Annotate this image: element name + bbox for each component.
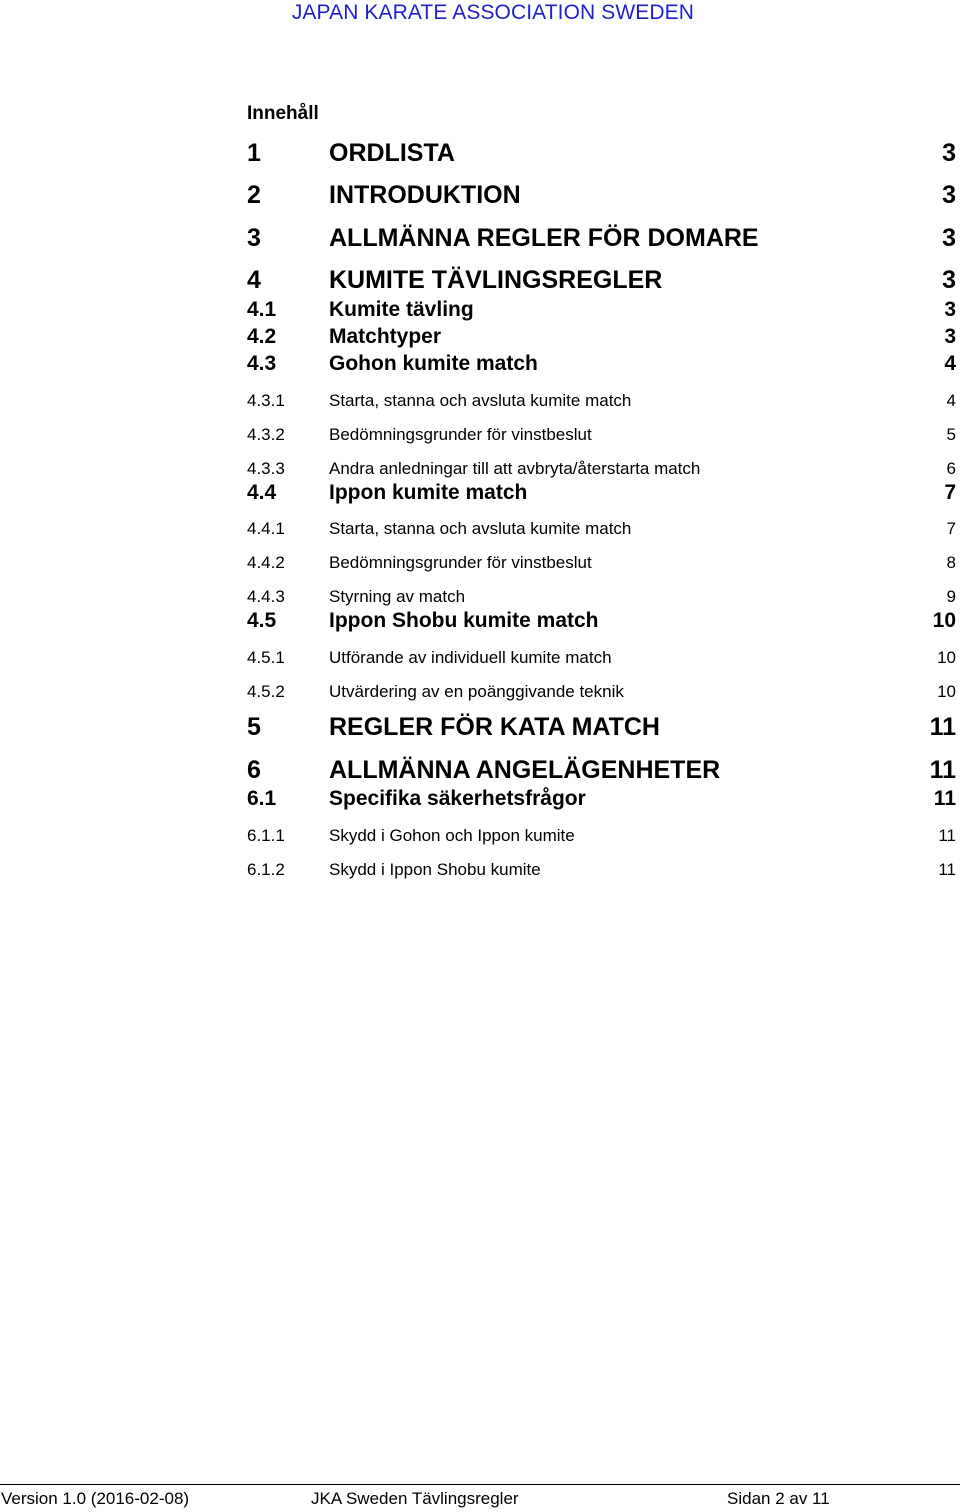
toc-entry-page: 5	[946, 425, 956, 444]
toc-entry-number: 6.1.1	[247, 826, 285, 845]
toc-entry-page: 6	[946, 459, 956, 478]
toc-entry-number: 4.5.2	[247, 682, 285, 701]
table-of-contents	[247, 0, 959, 900]
toc-entry-title: INTRODUKTION	[329, 181, 521, 209]
toc-entry-page: 9	[946, 587, 956, 606]
header-title: JAPAN KARATE ASSOCIATION SWEDEN	[291, 1, 694, 24]
toc-entry-page: 10	[932, 609, 956, 632]
toc-entry-number: 4.1	[247, 298, 277, 321]
toc-entry-number: 4.3.2	[247, 425, 285, 444]
toc-entry-title: Bedömningsgrunder för vinstbeslut	[329, 553, 592, 572]
toc-entry-page: 3	[942, 266, 956, 294]
toc-entry[interactable]	[247, 224, 956, 256]
toc-entry-number: 4	[247, 266, 261, 294]
footer-version: Version 1.0 (2016-02-08)	[1, 1489, 190, 1508]
toc-entry-title: ALLMÄNNA REGLER FÖR DOMARE	[329, 224, 759, 252]
toc-entry-title: Specifika säkerhetsfrågor	[329, 787, 586, 810]
toc-entry-page: 10	[937, 682, 956, 701]
footer-document-title: JKA Sweden Tävlingsregler	[311, 1489, 519, 1508]
toc-entry[interactable]	[247, 425, 956, 457]
footer-page-number: Sidan 2 av 11	[727, 1489, 830, 1508]
toc-entry-title: Utförande av individuell kumite match	[329, 648, 612, 667]
toc-entry-page: 8	[946, 553, 956, 572]
toc-entry-page: 7	[946, 519, 956, 538]
toc-entry-page: 7	[944, 481, 956, 504]
toc-entry-title: Bedömningsgrunder för vinstbeslut	[329, 425, 592, 444]
toc-entry-title: Skydd i Gohon och Ippon kumite	[329, 826, 575, 845]
toc-entry-title: REGLER FÖR KATA MATCH	[329, 713, 660, 741]
footer-divider	[0, 1484, 960, 1485]
toc-entry[interactable]	[247, 609, 956, 641]
toc-entry-title: Starta, stanna och avsluta kumite match	[329, 391, 632, 410]
toc-entry-number: 4.4	[247, 481, 277, 504]
toc-entry[interactable]	[247, 553, 956, 585]
toc-entry-page: 11	[938, 860, 956, 879]
toc-entry-page: 10	[937, 648, 956, 667]
toc-entry[interactable]	[247, 391, 956, 423]
toc-entry-number: 4.4.3	[247, 587, 285, 606]
page-footer	[0, 1484, 960, 1512]
toc-entry[interactable]	[247, 519, 956, 551]
toc-entry-number: 2	[247, 181, 261, 209]
toc-entry-number: 3	[247, 224, 261, 252]
toc-entry-number: 6	[247, 756, 261, 784]
toc-entry-page: 11	[929, 713, 956, 741]
toc-entry-title: Starta, stanna och avsluta kumite match	[329, 519, 632, 538]
toc-entry-page: 11	[933, 787, 956, 810]
toc-entry-title: Utvärdering av en poänggivande teknik	[329, 682, 624, 701]
toc-entry[interactable]	[247, 181, 956, 213]
toc-entry-page: 3	[942, 224, 956, 252]
toc-entry-number: 1	[247, 139, 261, 167]
toc-entry-title: Kumite tävling	[329, 298, 474, 321]
toc-entry-page: 11	[938, 826, 956, 845]
toc-entry-title: KUMITE TÄVLINGSREGLER	[329, 266, 663, 294]
toc-entry-title: Ippon kumite match	[329, 481, 528, 504]
toc-entry-number: 4.4.1	[247, 519, 285, 538]
toc-entry[interactable]	[247, 648, 956, 680]
toc-entry[interactable]	[247, 756, 956, 788]
toc-entry-number: 4.4.2	[247, 553, 285, 572]
toc-entry-number: 4.3.1	[247, 391, 285, 410]
toc-entry-title: Andra anledningar till att avbryta/återstarta match	[329, 459, 701, 478]
toc-entry[interactable]	[247, 682, 956, 714]
toc-entry-page: 3	[944, 298, 956, 321]
toc-heading: Innehåll	[247, 103, 319, 124]
toc-entry-number: 4.2	[247, 325, 277, 348]
toc-entry-page: 4	[944, 352, 956, 375]
toc-entry[interactable]	[247, 787, 956, 819]
toc-entry-number: 4.3.3	[247, 459, 285, 478]
toc-entry-number: 4.5.1	[247, 648, 285, 667]
toc-entry[interactable]	[247, 139, 956, 171]
toc-entry[interactable]	[247, 481, 956, 513]
toc-entry-title: Styrning av match	[329, 587, 466, 606]
toc-entry-title: ALLMÄNNA ANGELÄGENHETER	[329, 756, 721, 784]
toc-entry-title: Gohon kumite match	[329, 352, 538, 375]
toc-entry-page: 3	[944, 325, 956, 348]
toc-entry-number: 5	[247, 713, 261, 741]
toc-entry[interactable]	[247, 713, 956, 745]
toc-entry-page: 11	[929, 756, 956, 784]
toc-entry[interactable]	[247, 860, 956, 892]
toc-entry-title: Ippon Shobu kumite match	[329, 609, 599, 632]
toc-entry-page: 4	[946, 391, 956, 410]
toc-entry[interactable]	[247, 826, 956, 858]
toc-entry[interactable]	[247, 266, 956, 298]
toc-entry-page: 3	[942, 139, 956, 167]
toc-entry[interactable]	[247, 352, 956, 384]
toc-entry-number: 6.1.2	[247, 860, 285, 879]
toc-entry-number: 4.5	[247, 609, 277, 632]
toc-entry-number: 6.1	[247, 787, 277, 810]
toc-entry-page: 3	[942, 181, 956, 209]
toc-entry-number: 4.3	[247, 352, 277, 375]
toc-entry-title: ORDLISTA	[329, 139, 455, 167]
toc-entry-title: Matchtyper	[329, 325, 442, 348]
toc-entry-title: Skydd i Ippon Shobu kumite	[329, 860, 541, 879]
